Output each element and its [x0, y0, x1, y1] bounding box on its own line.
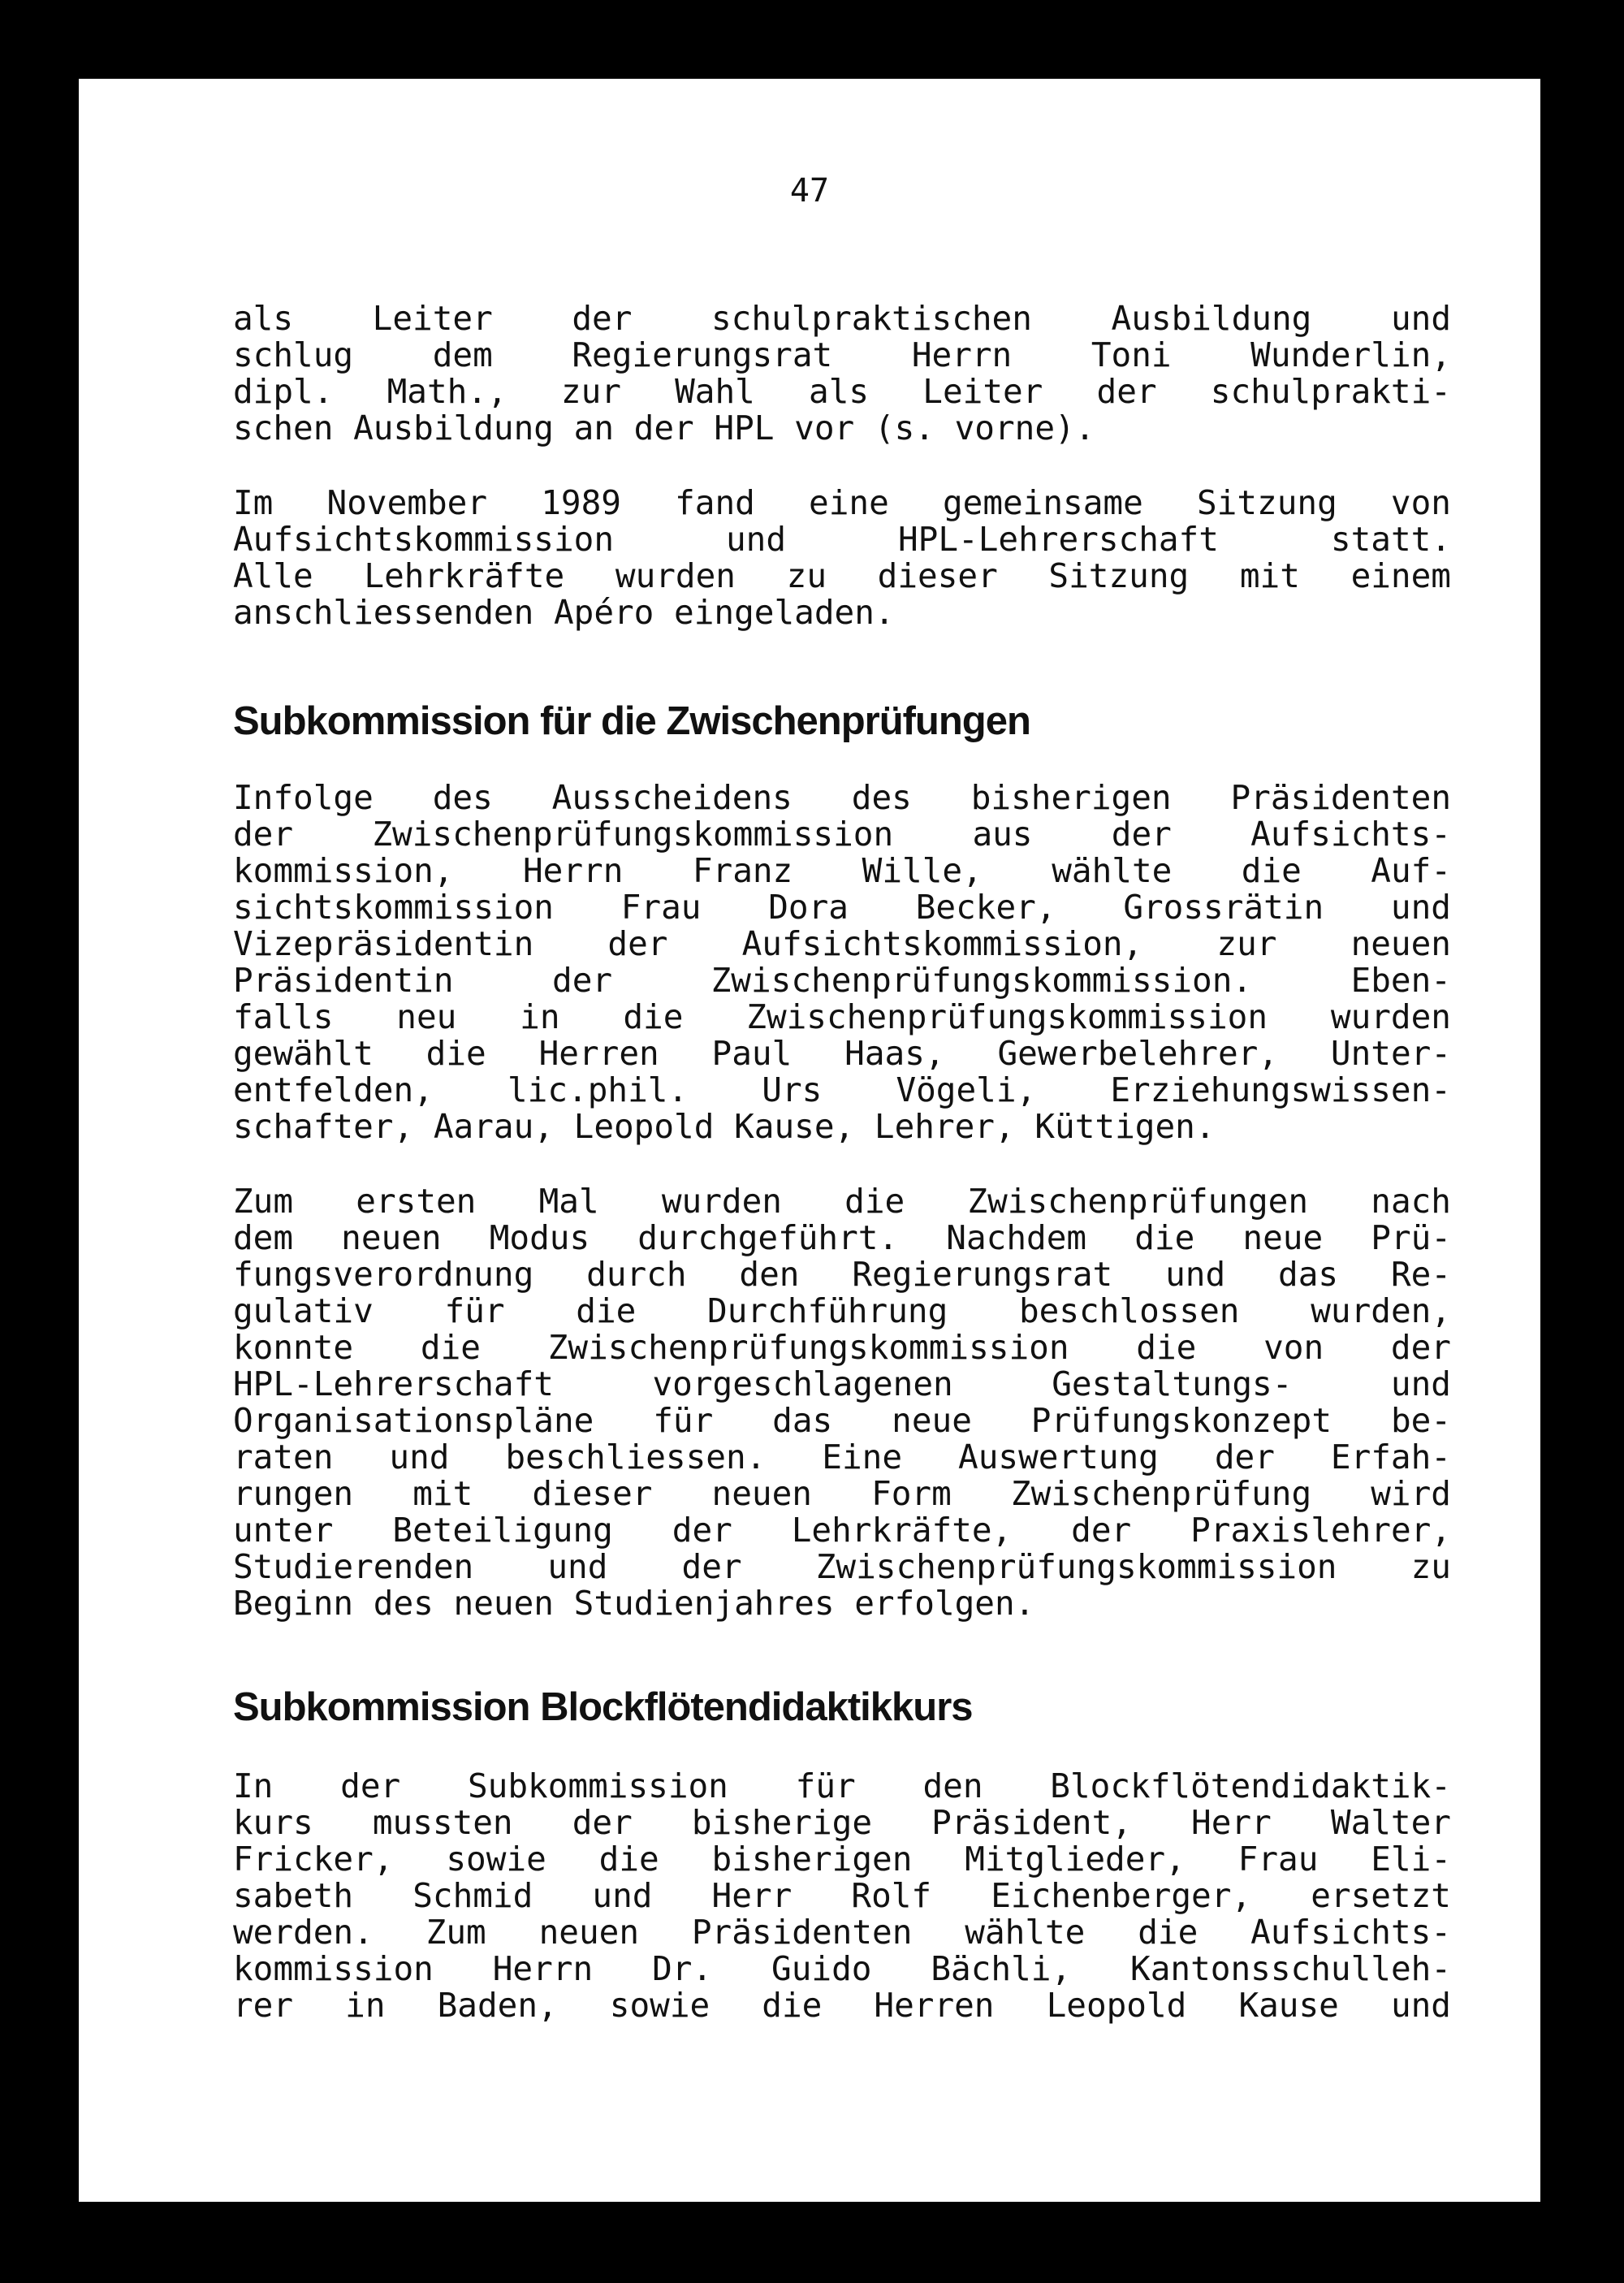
text-line: werden. Zum neuen Präsidenten wählte die Aufsichts-: [233, 1913, 1451, 1952]
text-line: rungen mit dieser neuen Form Zwischenprüfung wird: [233, 1474, 1451, 1513]
text-line: Vizepräsidentin der Aufsichtskommission, zur neuen: [233, 924, 1451, 963]
section-heading-zwischenpruefungen: Subkommission für die Zwischenprüfungen: [233, 699, 1030, 743]
text-line: falls neu in die Zwischenprüfungskommission wurden: [233, 997, 1451, 1036]
text-line: dipl. Math., zur Wahl als Leiter der schulprakti-: [233, 372, 1451, 411]
text-line: dem neuen Modus durchgeführt. Nachdem die neue Prü-: [233, 1218, 1451, 1257]
text-line: gulativ für die Durchführung beschlossen wurden,: [233, 1291, 1451, 1330]
text-line: sabeth Schmid und Herr Rolf Eichenberger, ersetzt: [233, 1876, 1451, 1915]
text-line: schafter, Aarau, Leopold Kause, Lehrer, Küttigen.: [233, 1107, 1216, 1146]
text-line: raten und beschliessen. Eine Auswertung der Erfah-: [233, 1438, 1451, 1477]
page-number: 47: [789, 172, 830, 210]
paragraph-2: [233, 485, 1451, 631]
text-line: schen Ausbildung an der HPL vor (s. vorne).: [233, 409, 1095, 448]
text-line: Infolge des Ausscheidens des bisherigen Präsidenten: [233, 778, 1451, 817]
text-line: rer in Baden, sowie die Herren Leopold Kause und: [233, 1986, 1451, 2025]
section-heading-blockfloetendidaktikkurs: Subkommission Blockflötendidaktikkurs: [233, 1685, 973, 1729]
text-line: Aufsichtskommission und HPL-Lehrerschaft statt.: [233, 520, 1451, 559]
text-line: kommission Herrn Dr. Guido Bächli, Kantonsschulleh-: [233, 1949, 1451, 1988]
text-line: als Leiter der schulpraktischen Ausbildung und: [233, 299, 1451, 338]
text-line: gewählt die Herren Paul Haas, Gewerbelehrer, Unter-: [233, 1034, 1451, 1073]
text-line: anschliessenden Apéro eingeladen.: [233, 593, 895, 632]
text-line: fungsverordnung durch den Regierungsrat und das Re-: [233, 1255, 1451, 1294]
text-line: schlug dem Regierungsrat Herrn Toni Wunderlin,: [233, 335, 1451, 374]
text-line: entfelden, lic.phil. Urs Vögeli, Erziehungswissen-: [233, 1070, 1451, 1109]
text-line: Studierenden und der Zwischenprüfungskommission zu: [233, 1547, 1451, 1586]
paragraph-3: [233, 780, 1451, 1145]
paragraph-4: [233, 1183, 1451, 1622]
text-line: Fricker, sowie die bisherigen Mitglieder, Frau Eli-: [233, 1840, 1451, 1879]
text-line: der Zwischenprüfungskommission aus der Aufsichts-: [233, 815, 1451, 854]
text-line: HPL-Lehrerschaft vorgeschlagenen Gestaltungs- und: [233, 1364, 1451, 1403]
text-line: kommission, Herrn Franz Wille, wählte die Auf-: [233, 851, 1451, 890]
text-line: konnte die Zwischenprüfungskommission die von der: [233, 1328, 1451, 1367]
text-line: In der Subkommission für den Blockflötendidaktik-: [233, 1766, 1451, 1805]
text-line: sichtskommission Frau Dora Becker, Grossrätin und: [233, 888, 1451, 927]
text-line: Präsidentin der Zwischenprüfungskommission. Eben-: [233, 961, 1451, 1000]
text-line: Organisationspläne für das neue Prüfungskonzept be-: [233, 1401, 1451, 1440]
text-line: Im November 1989 fand eine gemeinsame Sitzung von: [233, 483, 1451, 522]
document-page: [79, 79, 1540, 2202]
text-line: Alle Lehrkräfte wurden zu dieser Sitzung mit einem: [233, 556, 1451, 595]
text-line: kurs mussten der bisherige Präsident, Herr Walter: [233, 1803, 1451, 1842]
text-line: unter Beteiligung der Lehrkräfte, der Praxislehrer,: [233, 1511, 1451, 1550]
paragraph-5: [233, 1768, 1451, 2024]
text-line: Beginn des neuen Studienjahres erfolgen.: [233, 1584, 1035, 1623]
text-line: Zum ersten Mal wurden die Zwischenprüfungen nach: [233, 1182, 1451, 1221]
paragraph-1: [233, 301, 1451, 447]
